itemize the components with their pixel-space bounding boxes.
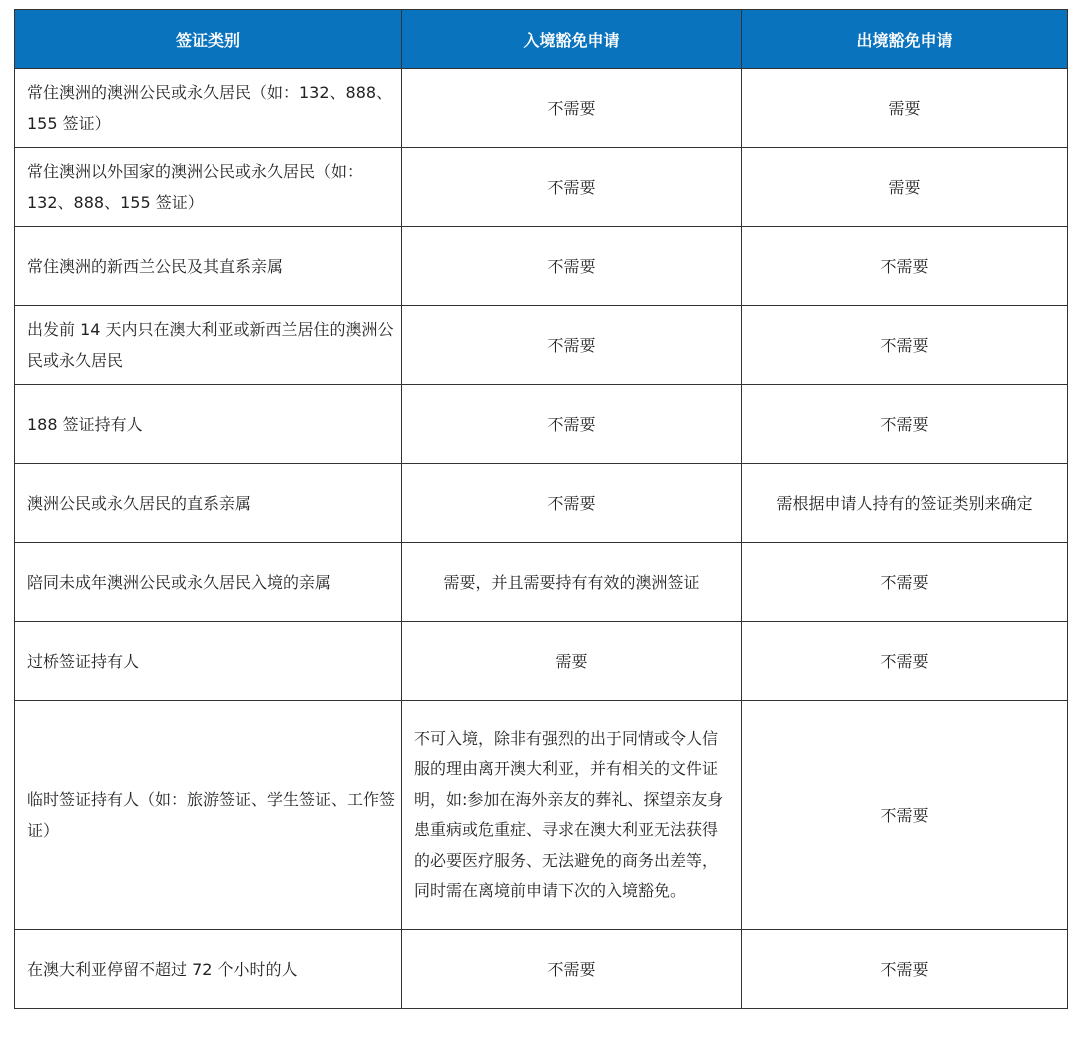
visa-category-cell: 出发前 14 天内只在澳大利亚或新西兰居住的澳洲公民或永久居民 — [15, 306, 402, 385]
exit-exemption-cell: 不需要 — [742, 701, 1068, 930]
exit-exemption-cell: 不需要 — [742, 385, 1068, 464]
entry-exemption-cell: 不需要 — [402, 464, 742, 543]
entry-exemption-cell: 需要，并且需要持有有效的澳洲签证 — [402, 543, 742, 622]
header-exit-exemption: 出境豁免申请 — [742, 10, 1068, 69]
visa-category-cell: 陪同未成年澳洲公民或永久居民入境的亲属 — [15, 543, 402, 622]
header-entry-exemption: 入境豁免申请 — [402, 10, 742, 69]
entry-exemption-cell: 不可入境，除非有强烈的出于同情或令人信服的理由离开澳大利亚，并有相关的文件证明，如:参加在海外亲友的葬礼、探望亲友身患重病或危重症、寻求在澳大利亚无法获得的必要医疗服务、无法避免的商务出差等，同时需在离境前申请下次的入境豁免。 — [402, 701, 742, 930]
exit-exemption-cell: 不需要 — [742, 543, 1068, 622]
table-row — [15, 543, 1068, 622]
table-row — [15, 930, 1068, 1009]
visa-category-cell: 在澳大利亚停留不超过 72 个小时的人 — [15, 930, 402, 1009]
exit-exemption-cell: 需根据申请人持有的签证类别来确定 — [742, 464, 1068, 543]
exit-exemption-cell: 不需要 — [742, 930, 1068, 1009]
header-row — [15, 10, 1068, 69]
visa-category-cell: 188 签证持有人 — [15, 385, 402, 464]
visa-category-cell: 常住澳洲以外国家的澳洲公民或永久居民（如：132、888、155 签证） — [15, 148, 402, 227]
visa-category-cell: 临时签证持有人（如：旅游签证、学生签证、工作签证） — [15, 701, 402, 930]
entry-exemption-cell: 需要 — [402, 622, 742, 701]
table-row — [15, 69, 1068, 148]
visa-exemption-table — [14, 9, 1068, 1009]
entry-exemption-cell: 不需要 — [402, 148, 742, 227]
table-row — [15, 306, 1068, 385]
entry-exemption-cell: 不需要 — [402, 227, 742, 306]
table-row — [15, 701, 1068, 930]
exit-exemption-cell: 不需要 — [742, 306, 1068, 385]
visa-category-cell: 常住澳洲的澳洲公民或永久居民（如：132、888、155 签证） — [15, 69, 402, 148]
visa-category-cell: 常住澳洲的新西兰公民及其直系亲属 — [15, 227, 402, 306]
table-row — [15, 622, 1068, 701]
visa-category-cell: 过桥签证持有人 — [15, 622, 402, 701]
entry-exemption-cell: 不需要 — [402, 306, 742, 385]
exit-exemption-cell: 需要 — [742, 148, 1068, 227]
table-row — [15, 464, 1068, 543]
entry-exemption-cell: 不需要 — [402, 930, 742, 1009]
exit-exemption-cell: 不需要 — [742, 227, 1068, 306]
exit-exemption-cell: 需要 — [742, 69, 1068, 148]
exit-exemption-cell: 不需要 — [742, 622, 1068, 701]
table-row — [15, 148, 1068, 227]
visa-category-cell: 澳洲公民或永久居民的直系亲属 — [15, 464, 402, 543]
entry-exemption-cell: 不需要 — [402, 385, 742, 464]
table-row — [15, 385, 1068, 464]
entry-exemption-cell: 不需要 — [402, 69, 742, 148]
header-visa-category: 签证类别 — [15, 10, 402, 69]
table-row — [15, 227, 1068, 306]
page — [14, 9, 1068, 1009]
